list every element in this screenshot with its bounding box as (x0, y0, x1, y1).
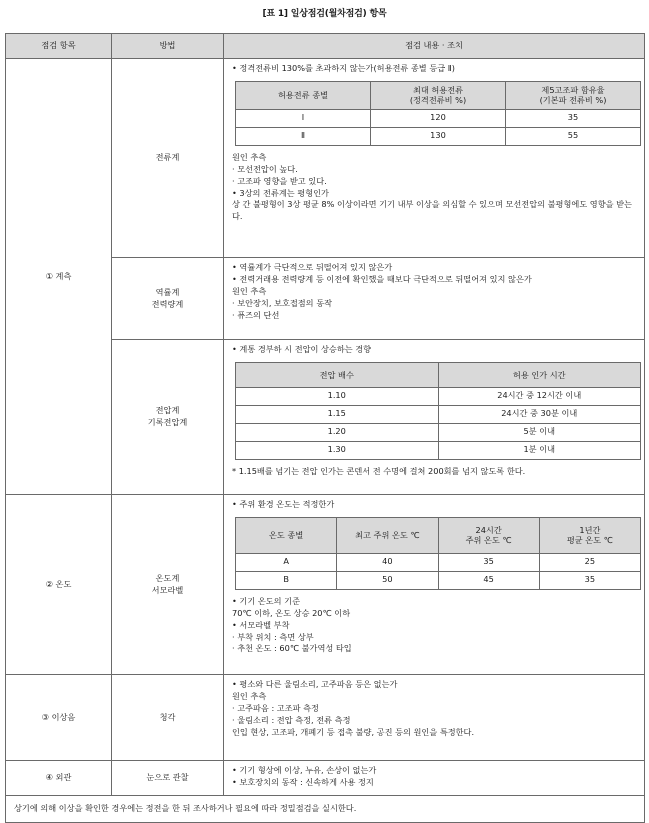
temperature-lead: • 주위 환경 온도는 적정한가 (232, 499, 335, 509)
cell: 25 (539, 553, 640, 571)
voltmeter-lead: • 계통 경부하 시 전압이 상승하는 경향 (232, 344, 372, 354)
text-line: • 전력거래용 전력량계 등 이전에 확인했을 때보다 극단적으로 뒤떨어져 있지 않은가 (232, 273, 532, 284)
row-temperature (6, 495, 645, 675)
text-line: 원인 추측 (232, 151, 267, 162)
th-temp-class: 온도 종별 (236, 517, 337, 553)
temperature-table-header (236, 517, 641, 553)
text-line: • 기기 온도의 기준 (232, 595, 301, 606)
row-noise (6, 675, 645, 761)
cell: 120 (371, 109, 506, 127)
cell: 1.20 (236, 423, 439, 441)
ammeter-lead: • 정격전류비 130%를 초과하지 않는가(허용전류 종별 등급 Ⅱ) (232, 63, 455, 73)
cell: 1분 이내 (438, 441, 641, 459)
cell: 130 (371, 127, 506, 145)
cell: 24시간 중 30분 이내 (438, 405, 641, 423)
text-line: • 보호장치의 동작 : 신속하게 사용 정지 (232, 776, 374, 787)
cell: 1.10 (236, 387, 439, 405)
text-line: · 모선전압이 높다. (232, 163, 298, 174)
cell: 55 (506, 127, 641, 145)
footer-row (6, 796, 645, 823)
text-line: 원인 추측 (232, 690, 267, 701)
text-line: • 서모라벨 부착 (232, 619, 290, 630)
method-temperature: 온도계 서모라벨 (112, 495, 224, 675)
text-line: · 고조파 영향을 받고 있다. (232, 175, 327, 186)
th-class: 허용전류 종별 (236, 81, 371, 109)
th-24h-ambient: 24시간 주위 온도 ℃ (438, 517, 539, 553)
method-ammeter: 전류계 (112, 59, 224, 258)
content-ammeter (224, 59, 645, 258)
text-line: · 추천 온도 : 60℃ 불가역성 타입 (232, 643, 352, 654)
th-voltage-multiple: 전압 배수 (236, 362, 439, 387)
method-appearance: 눈으로 관찰 (112, 761, 224, 796)
th-allowed-time: 허용 인가 시간 (438, 362, 641, 387)
text-line: • 3상의 전류계는 평형인가 (232, 187, 329, 198)
header-content: 점검 내용 · 조치 (224, 34, 645, 59)
text-line: 원인 추측 (232, 285, 267, 296)
table-row (236, 423, 641, 441)
content-noise (224, 675, 645, 761)
cell: 24시간 중 12시간 이내 (438, 387, 641, 405)
current-class-table (235, 81, 641, 146)
item-appearance: ④ 외관 (6, 761, 112, 796)
item-temperature: ② 온도 (6, 495, 112, 675)
voltage-table (235, 362, 641, 460)
method-noise: 청각 (112, 675, 224, 761)
content-temperature (224, 495, 645, 675)
th-max-current: 최대 허용전류 (정격전류비 %) (371, 81, 506, 109)
text-line: · 고주파음 : 고조파 측정 (232, 702, 319, 713)
voltage-note: * 1.15배를 넘기는 전압 인가는 콘덴서 전 수명에 걸쳐 200회를 넘지 않도록 한다. (232, 465, 526, 476)
item-measure: ① 계측 (6, 59, 112, 495)
cell: 50 (337, 571, 438, 589)
text-line: 상 간 불평형이 3상 평균 8% 이상이라면 기기 내부 이상을 의심할 수 있으며 모선전압의 불평형에도 영향을 받는다. (232, 199, 632, 222)
table-caption: [표 1] 일상점검(월차점검) 항목 (262, 9, 387, 19)
footer-note: 상기에 의해 이상을 확인한 경우에는 정전을 한 뒤 조사하거나 필요에 따라 정밀점검을 실시한다. (6, 796, 645, 823)
table-row (236, 109, 641, 127)
table-row (236, 441, 641, 459)
text-line: · 보안장치, 보호접점의 동작 (232, 297, 333, 308)
content-voltmeter (224, 340, 645, 495)
th-max-ambient: 최고 주위 온도 ℃ (337, 517, 438, 553)
cell: Ⅰ (236, 109, 371, 127)
item-noise: ③ 이상음 (6, 675, 112, 761)
table-row (236, 405, 641, 423)
text-line: · 퓨즈의 단선 (232, 309, 280, 320)
current-class-header (236, 81, 641, 109)
text-line: 인입 현상, 고조파, 개폐기 등 접촉 불량, 공진 등의 원인을 특정한다. (232, 726, 475, 737)
text-line: · 울림소리 : 전압 측정, 전류 측정 (232, 714, 351, 725)
cell: 45 (438, 571, 539, 589)
cell: 35 (506, 109, 641, 127)
header-method: 방법 (112, 34, 224, 59)
text-line: • 기기 형상에 이상, 누유, 손상이 없는가 (232, 765, 377, 775)
cell: 35 (539, 571, 640, 589)
cell: 5분 이내 (438, 423, 641, 441)
text-line: · 부착 위치 : 측면 상부 (232, 631, 314, 642)
cell: B (236, 571, 337, 589)
table-row (236, 387, 641, 405)
inspection-table (5, 33, 645, 823)
content-powerfactor (224, 258, 645, 340)
cell: 40 (337, 553, 438, 571)
voltage-table-header (236, 362, 641, 387)
temperature-class-table (235, 517, 641, 590)
cell: 35 (438, 553, 539, 571)
header-row (6, 34, 645, 59)
content-appearance (224, 761, 645, 796)
cell: 1.15 (236, 405, 439, 423)
row-appearance (6, 761, 645, 796)
th-annual-avg: 1년간 평균 온도 ℃ (539, 517, 640, 553)
text-line: 70℃ 이하, 온도 상승 20℃ 이하 (232, 607, 351, 618)
cell: Ⅱ (236, 127, 371, 145)
row-ammeter (6, 59, 645, 258)
text-line: • 평소와 다른 울림소리, 고주파음 등은 없는가 (232, 679, 398, 689)
table-row (236, 553, 641, 571)
header-item: 점검 항목 (6, 34, 112, 59)
method-voltmeter: 전압계 기록전압계 (112, 340, 224, 495)
table-row (236, 571, 641, 589)
text-line: • 역률계가 극단적으로 뒤떨어져 있지 않은가 (232, 262, 393, 272)
table-row (236, 127, 641, 145)
cell: A (236, 553, 337, 571)
th-harmonic: 제5고조파 함유율 (기본파 전류비 %) (506, 81, 641, 109)
cell: 1.30 (236, 441, 439, 459)
method-powerfactor: 역률계 전력량계 (112, 258, 224, 340)
